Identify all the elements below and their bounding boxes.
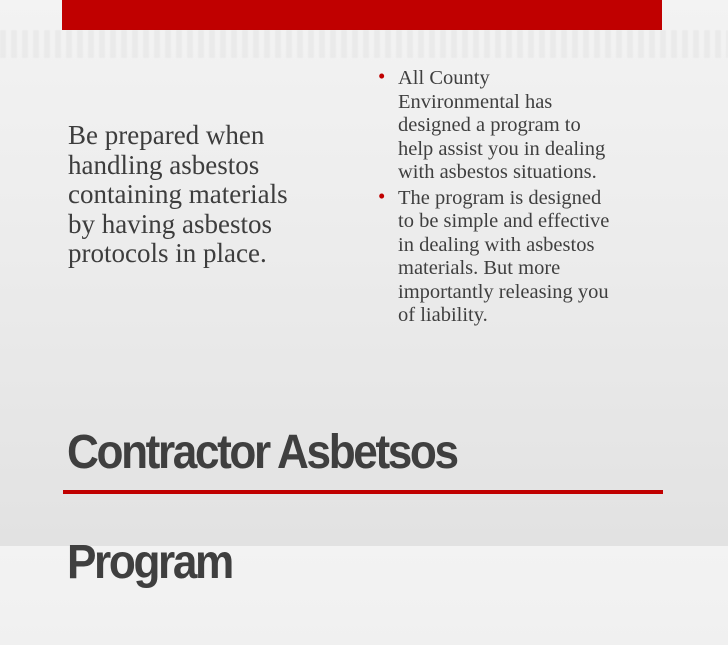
slide-title: [67, 370, 619, 645]
bullet-line: of liability.: [398, 304, 488, 326]
bullet-item-1: [376, 64, 668, 185]
bullet-list: [376, 64, 668, 328]
bullet-line: The program is designed: [398, 186, 602, 209]
left-text-block: [68, 121, 338, 269]
bullet-marker: •: [378, 64, 386, 88]
bullet-line: to be simple and effective: [398, 210, 610, 232]
top-accent-bar: [62, 0, 662, 30]
header-texture: [0, 30, 728, 58]
bullet-item-2: [376, 183, 668, 328]
bullet-line: Environmental has: [398, 90, 553, 113]
bullet-line: help assist you in dealing: [398, 137, 606, 160]
title-line: Contractor Asbetsos: [67, 426, 457, 479]
bullet-line: importantly releasing you: [398, 280, 609, 303]
bullet-line: All County: [398, 67, 490, 89]
left-text-line: protocols in place.: [68, 238, 267, 268]
bullet-line: in dealing with asbestos: [398, 233, 595, 256]
left-text-line: Be prepared when: [68, 120, 265, 150]
bottom-accent-rule: [63, 490, 663, 494]
bullet-marker: •: [378, 183, 386, 208]
bullet-line: designed a program to: [398, 114, 581, 136]
left-text-line: by having asbestos: [68, 208, 272, 239]
left-text-line: handling asbestos: [68, 149, 260, 180]
title-line: Program: [67, 536, 232, 589]
bullet-line: with asbestos situations.: [398, 161, 597, 183]
bullet-line: materials. But more: [398, 257, 561, 279]
left-text-line: containing materials: [68, 179, 288, 209]
